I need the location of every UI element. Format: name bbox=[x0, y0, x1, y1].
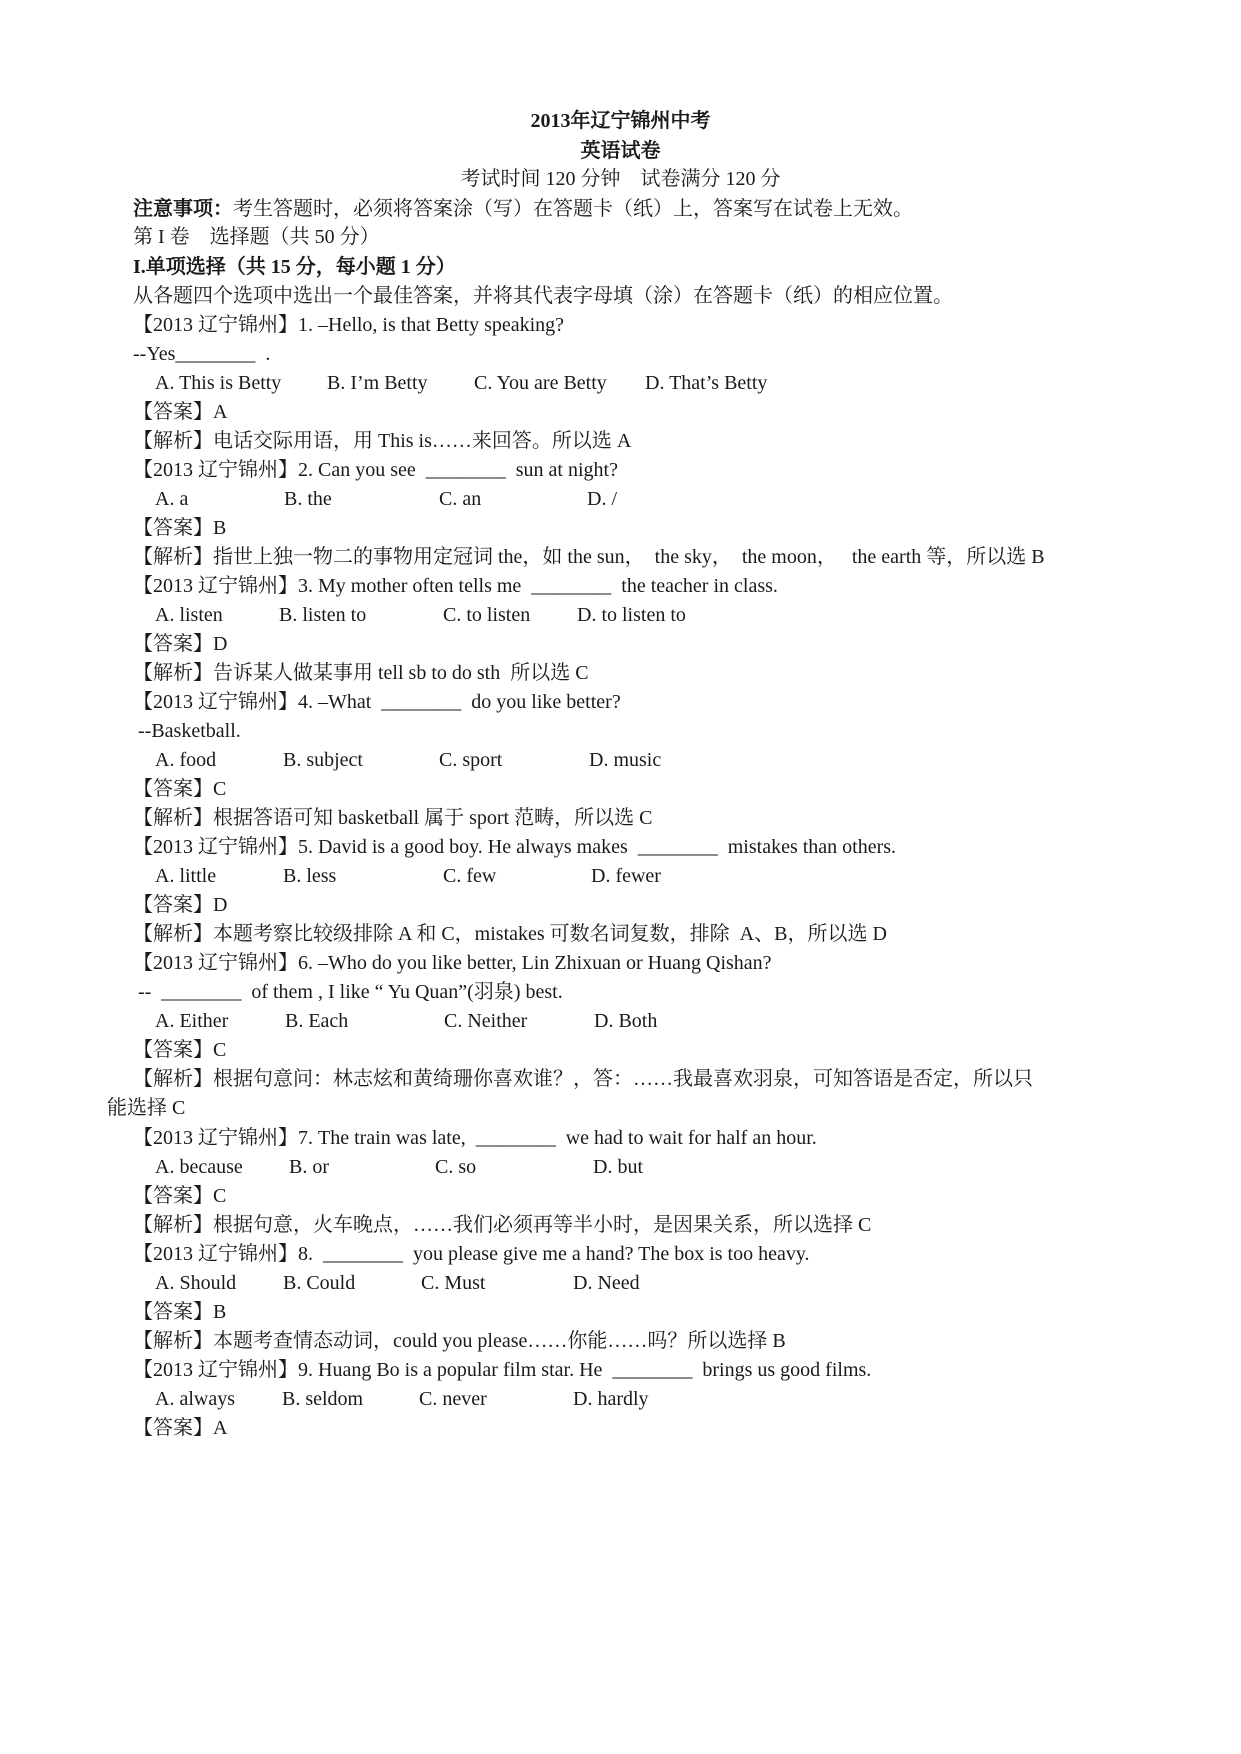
option-b: B. Each bbox=[285, 1010, 349, 1032]
question-stem: 【2013 辽宁锦州】5. David is a good boy. He always makes ________ mistakes than others. bbox=[133, 836, 897, 858]
option-b: B. or bbox=[289, 1156, 329, 1178]
option-a: A. food bbox=[155, 749, 217, 771]
option-c: C. You are Betty bbox=[474, 372, 607, 394]
option-a: A. listen bbox=[155, 604, 223, 626]
option-d: D. / bbox=[587, 488, 617, 510]
option-c: C. an bbox=[439, 488, 482, 510]
option-b: B. subject bbox=[283, 749, 363, 771]
analysis: 【解析】本题考察比较级排除 A 和 C，mistakes 可数名词复数，排除 A、B，所以选 D bbox=[133, 923, 887, 945]
analysis: 【解析】根据句意，火车晚点，……我们必须再等半小时，是因果关系，所以选择 C bbox=[133, 1214, 872, 1236]
option-a: A. Should bbox=[155, 1272, 237, 1294]
option-c: C. Neither bbox=[444, 1010, 528, 1032]
option-c: C. sport bbox=[439, 749, 503, 771]
option-b: B. the bbox=[284, 488, 332, 510]
question-stem-2: --Basketball. bbox=[133, 720, 241, 742]
option-d: D. but bbox=[593, 1156, 643, 1178]
notice-label: 注意事项： bbox=[133, 198, 233, 220]
option-d: D. fewer bbox=[591, 865, 661, 887]
notice bbox=[133, 196, 913, 222]
option-b: B. listen to bbox=[279, 604, 367, 626]
analysis: 【解析】本题考查情态动词，could you please……你能……吗？所以选择 B bbox=[133, 1330, 786, 1352]
question-stem: 【2013 辽宁锦州】3. My mother often tells me ________ the teacher in class. bbox=[133, 575, 778, 597]
question-stem: 【2013 辽宁锦州】2. Can you see ________ sun at night? bbox=[133, 459, 618, 481]
option-a: A. always bbox=[155, 1388, 235, 1410]
answer: 【答案】D bbox=[133, 894, 228, 916]
answer: 【答案】B bbox=[133, 517, 227, 539]
option-b: B. seldom bbox=[282, 1388, 364, 1410]
question-stem: 【2013 辽宁锦州】7. The train was late, ________ we had to wait for half an hour. bbox=[133, 1127, 817, 1149]
answer: 【答案】C bbox=[133, 1039, 227, 1061]
exam-info: 考试时间 120 分钟 试卷满分 120 分 bbox=[460, 168, 781, 190]
question-stem: 【2013 辽宁锦州】4. –What ________ do you like better? bbox=[133, 691, 621, 713]
option-b: B. Could bbox=[283, 1272, 356, 1294]
option-d: D. Both bbox=[594, 1010, 658, 1032]
option-d: D. hardly bbox=[573, 1388, 649, 1410]
option-a: A. Either bbox=[155, 1010, 229, 1032]
question-stem: 【2013 辽宁锦州】6. –Who do you like better, Lin Zhixuan or Huang Qishan? bbox=[133, 952, 772, 974]
page-subtitle: 英语试卷 bbox=[580, 140, 661, 162]
answer: 【答案】C bbox=[133, 1185, 227, 1207]
option-b: B. less bbox=[283, 865, 337, 887]
analysis-continued: 能选择 C bbox=[107, 1097, 186, 1119]
answer: 【答案】D bbox=[133, 633, 228, 655]
option-a: A. because bbox=[155, 1156, 243, 1178]
answer: 【答案】A bbox=[133, 1417, 228, 1439]
analysis: 【解析】告诉某人做某事用 tell sb to do sth 所以选 C bbox=[133, 662, 589, 684]
option-c: C. so bbox=[435, 1156, 477, 1178]
notice-text: 考生答题时，必须将答案涂（写）在答题卡（纸）上，答案写在试卷上无效。 bbox=[233, 198, 913, 220]
page-title: 2013年辽宁锦州中考 bbox=[530, 110, 711, 132]
option-c: C. Must bbox=[421, 1272, 486, 1294]
option-a: A. little bbox=[155, 865, 217, 887]
option-d: D. music bbox=[589, 749, 662, 771]
answer: 【答案】A bbox=[133, 401, 228, 423]
option-c: C. to listen bbox=[443, 604, 531, 626]
analysis: 【解析】根据答语可知 basketball 属于 sport 范畴，所以选 C bbox=[133, 807, 653, 829]
option-a: A. This is Betty bbox=[155, 372, 282, 394]
section-title: I.单项选择（共 15 分，每小题 1 分） bbox=[133, 256, 456, 278]
option-c: C. never bbox=[419, 1388, 487, 1410]
option-c: C. few bbox=[443, 865, 497, 887]
question-stem: 【2013 辽宁锦州】1. –Hello, is that Betty speaking? bbox=[133, 314, 565, 336]
question-stem: 【2013 辽宁锦州】8. ________ you please give me a hand? The box is too heavy. bbox=[133, 1243, 810, 1265]
section-instruction: 从各题四个选项中选出一个最佳答案，并将其代表字母填（涂）在答题卡（纸）的相应位置。 bbox=[133, 285, 953, 307]
question-stem: 【2013 辽宁锦州】9. Huang Bo is a popular film star. He ________ brings us good films. bbox=[133, 1359, 872, 1381]
question-stem-2: --Yes________ . bbox=[133, 343, 271, 365]
option-d: D. That’s Betty bbox=[645, 372, 768, 394]
option-a: A. a bbox=[155, 488, 189, 510]
option-d: D. Need bbox=[573, 1272, 640, 1294]
option-b: B. I’m Betty bbox=[327, 372, 428, 394]
answer: 【答案】C bbox=[133, 778, 227, 800]
option-d: D. to listen to bbox=[577, 604, 686, 626]
analysis: 【解析】指世上独一物二的事物用定冠词 the，如 the sun， the sky， the moon， the earth 等，所以选 B bbox=[133, 546, 1045, 568]
answer: 【答案】B bbox=[133, 1301, 227, 1323]
analysis: 【解析】根据句意问：林志炫和黄绮珊你喜欢谁？，答：……我最喜欢羽泉，可知答语是否定，所以只 bbox=[133, 1068, 1033, 1090]
part-heading: 第 I 卷 选择题（共 50 分） bbox=[133, 226, 380, 248]
analysis: 【解析】电话交际用语，用 This is……来回答。所以选 A bbox=[133, 430, 632, 452]
question-stem-2: -- ________ of them , I like “ Yu Quan”(羽泉) best. bbox=[133, 981, 563, 1003]
